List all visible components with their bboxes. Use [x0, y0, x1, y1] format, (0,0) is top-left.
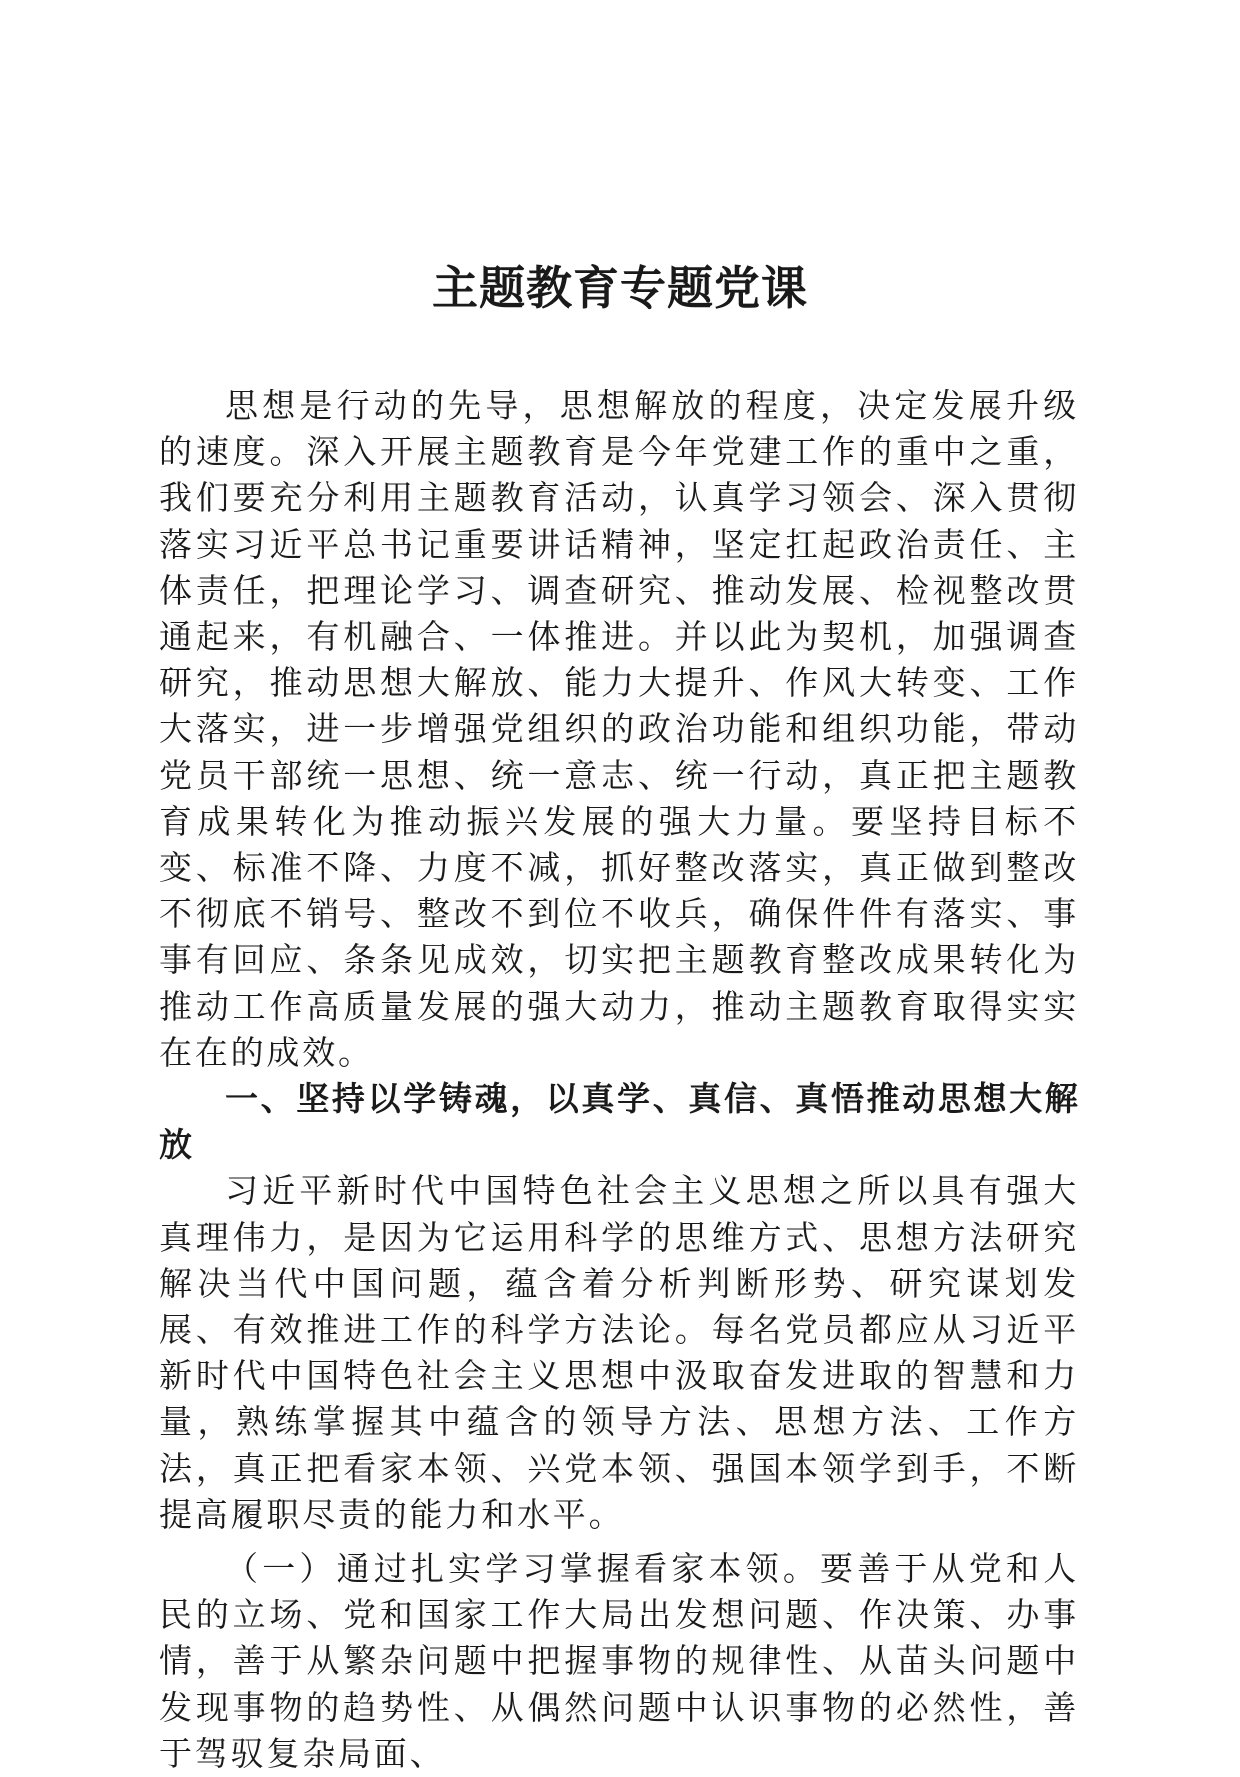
intro-paragraph: 思想是行动的先导，思想解放的程度，决定发展升级的速度。深入开展主题教育是今年党建工作的重中之重，我们要充分利用主题教育活动，认真学习领会、深入贯彻落实习近平总书记重要讲话精神，坚定扛起政治责任、主体责任，把理论学习、调查研究、推动发展、检视整改贯通起来，有机融合、一体推进。并以此为契机，加强调查研究，推动思想大解放、能力大提升、作风大转变、工作大落实，进一步增强党组织的政治功能和组织功能，带动党员干部统一思想、统一意志、统一行动，真正把主题教育成果转化为推动振兴发展的强大力量。要坚持目标不变、标准不降、力度不减，抓好整改落实，真正做到整改不彻底不销号、整改不到位不收兵，确保件件有落实、事事有回应、条条见成效，切实把主题教育整改成果转化为推动工作高质量发展的强大动力，推动主题教育取得实实在在的成效。 — [159, 386, 1079, 1072]
section-1-paragraph: 习近平新时代中国特色社会主义思想之所以具有强大真理伟力，是因为它运用科学的思维方式、思想方法研究解决当代中国问题，蕴含着分析判断形势、研究谋划发展、有效推进工作的科学方法论。每名党员都应从习近平新时代中国特色社会主义思想中汲取奋发进取的智慧和力量，熟练掌握其中蕴含的领导方法、思想方法、工作方法，真正把看家本领、兴党本领、强国本领学到手，不断提高履职尽责的能力和水平。 — [159, 1171, 1079, 1534]
document-body — [159, 383, 1079, 1777]
subsection-1-paragraph: （一）通过扎实学习掌握看家本领。要善于从党和人民的立场、党和国家工作大局出发想问题、作决策、办事情，善于从繁杂问题中把握事物的规律性、从苗头问题中发现事物的趋势性、从偶然问题中认识事物的必然性，善于驾驭复杂局面、 — [159, 1549, 1079, 1773]
section-heading-1: 一、坚持以学铸魂，以真学、真信、真悟推动思想大解放 — [159, 1079, 1079, 1165]
page-title: 主题教育专题党课 — [432, 261, 808, 315]
